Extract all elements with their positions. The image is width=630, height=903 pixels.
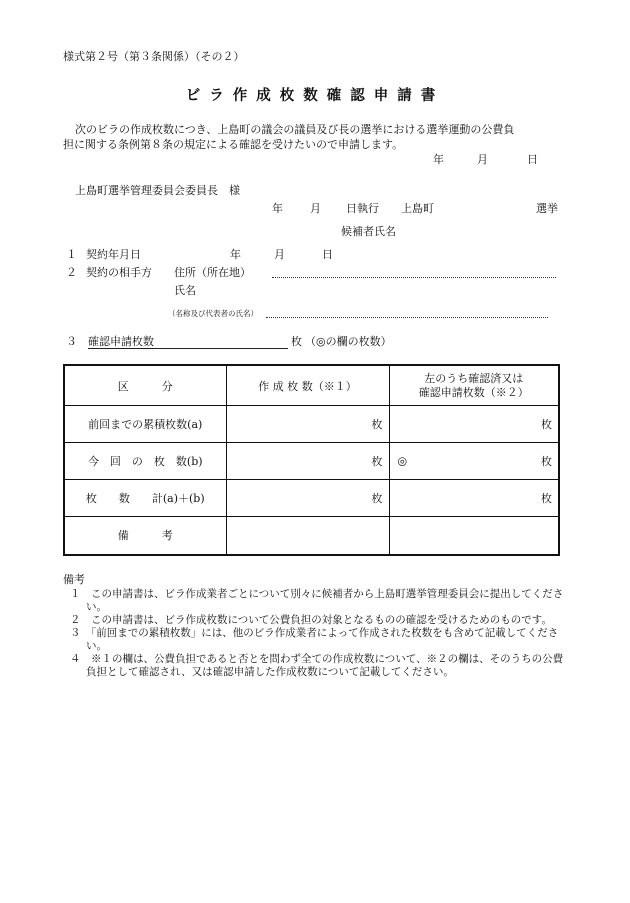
page-title: ビラ作成枚数確認申請書	[185, 87, 445, 104]
row-label-total: 枚 数 計(a)＋(b)	[64, 480, 226, 517]
addressee: 上島町選挙管理委員会委員長 様	[75, 184, 240, 197]
election-town: 上島町	[401, 202, 434, 215]
header-confirmed-line-2: 確認申請枚数（※２）	[418, 385, 529, 399]
table-row	[64, 443, 559, 480]
date-year: 年	[433, 153, 444, 166]
confirmed-unit: 枚	[541, 492, 552, 505]
item2-number: ２	[66, 266, 77, 279]
address-dotted-line	[272, 277, 556, 278]
note-item: １ この申請書は、ビラ作成業者ごとについて別々に候補者から上島町選挙管理委員会に提出してください。	[70, 588, 564, 613]
item3-underline	[88, 348, 288, 349]
candidate-name-label: 候補者氏名	[341, 225, 396, 238]
item2-address-label: 住所（所在地）	[174, 266, 251, 279]
table-row	[64, 480, 559, 517]
date-day: 日	[527, 153, 538, 166]
confirmed-count-cell	[389, 406, 559, 443]
election-executed: 日執行	[346, 202, 379, 215]
item2-rep-note: （名称及び代表者の氏名）	[168, 309, 258, 318]
note-item: ４ ※１の欄は、公費負担であると否とを問わず全ての作成枚数について、※２の欄は、そのうちの公費負担として確認され、又は確認申請した作成枚数について記載してください。	[70, 653, 564, 678]
item1-label: 契約年月日	[86, 248, 141, 261]
row-label-remarks: 備 考	[64, 517, 226, 555]
confirmed-count-cell	[389, 443, 559, 480]
item3-note: （◎の欄の枚数）	[305, 335, 392, 348]
remarks-confirmed-cell	[389, 517, 559, 555]
header-confirmed-count	[389, 365, 559, 406]
made-unit: 枚	[371, 492, 383, 505]
date-month: 月	[477, 153, 488, 166]
note-item: ２ この申請書は、ビラ作成枚数について公費負担の対象となるものの確認を受けるためのものです。	[70, 614, 552, 626]
item2-label: 契約の相手方	[86, 266, 152, 279]
confirmed-unit: 枚	[541, 418, 552, 431]
intro-line-1: 次のビラの作成枚数につき、上島町の議会の議員及び長の選挙における選挙運動の公費負	[75, 123, 515, 136]
confirmed-count-cell	[389, 480, 559, 517]
form-number: 様式第２号（第３条関係）（その２）	[63, 50, 245, 63]
election-label: 選挙	[536, 202, 558, 215]
item1-number: １	[66, 248, 77, 261]
item1-day: 日	[322, 248, 333, 261]
made-count-cell	[226, 480, 389, 517]
made-count-cell	[226, 406, 389, 443]
table-row	[64, 517, 559, 555]
name-dotted-line	[266, 317, 548, 318]
item1-year: 年	[230, 248, 241, 261]
notes-heading: 備考	[63, 573, 85, 586]
remarks-made-cell	[226, 517, 389, 555]
item1-month: 月	[274, 248, 285, 261]
item3-unit: 枚	[291, 335, 302, 348]
made-count-cell	[226, 443, 389, 480]
item3-label: 確認申請枚数	[88, 335, 154, 348]
election-month: 月	[310, 202, 321, 215]
count-table	[63, 364, 560, 556]
item3-number: ３	[66, 335, 77, 348]
table-row	[64, 406, 559, 443]
election-year: 年	[272, 202, 283, 215]
intro-line-2: 担に関する条例第８条の規定による確認を受けたいので申請します。	[63, 138, 404, 151]
row-label-previous: 前回までの累積枚数(a)	[64, 406, 226, 443]
made-unit: 枚	[371, 418, 383, 431]
double-circle-mark: ◎	[397, 454, 408, 468]
note-item: ３ 「前回までの累積枚数」には、他のビラ作成業者によって作成された枚数をも含めて記載してください。	[70, 627, 559, 652]
header-category: 区 分	[64, 365, 226, 406]
header-confirmed-line-1: 左のうち確認済又は	[424, 371, 524, 385]
item2-name-label: 氏名	[174, 284, 196, 297]
table-header-row	[64, 365, 559, 406]
notes-list	[70, 588, 570, 679]
row-label-current: 今 回 の 枚 数(b)	[64, 443, 226, 480]
header-made-count: 作 成 枚 数（※１）	[226, 365, 389, 406]
made-unit: 枚	[371, 455, 383, 468]
confirmed-unit: 枚	[541, 455, 552, 468]
